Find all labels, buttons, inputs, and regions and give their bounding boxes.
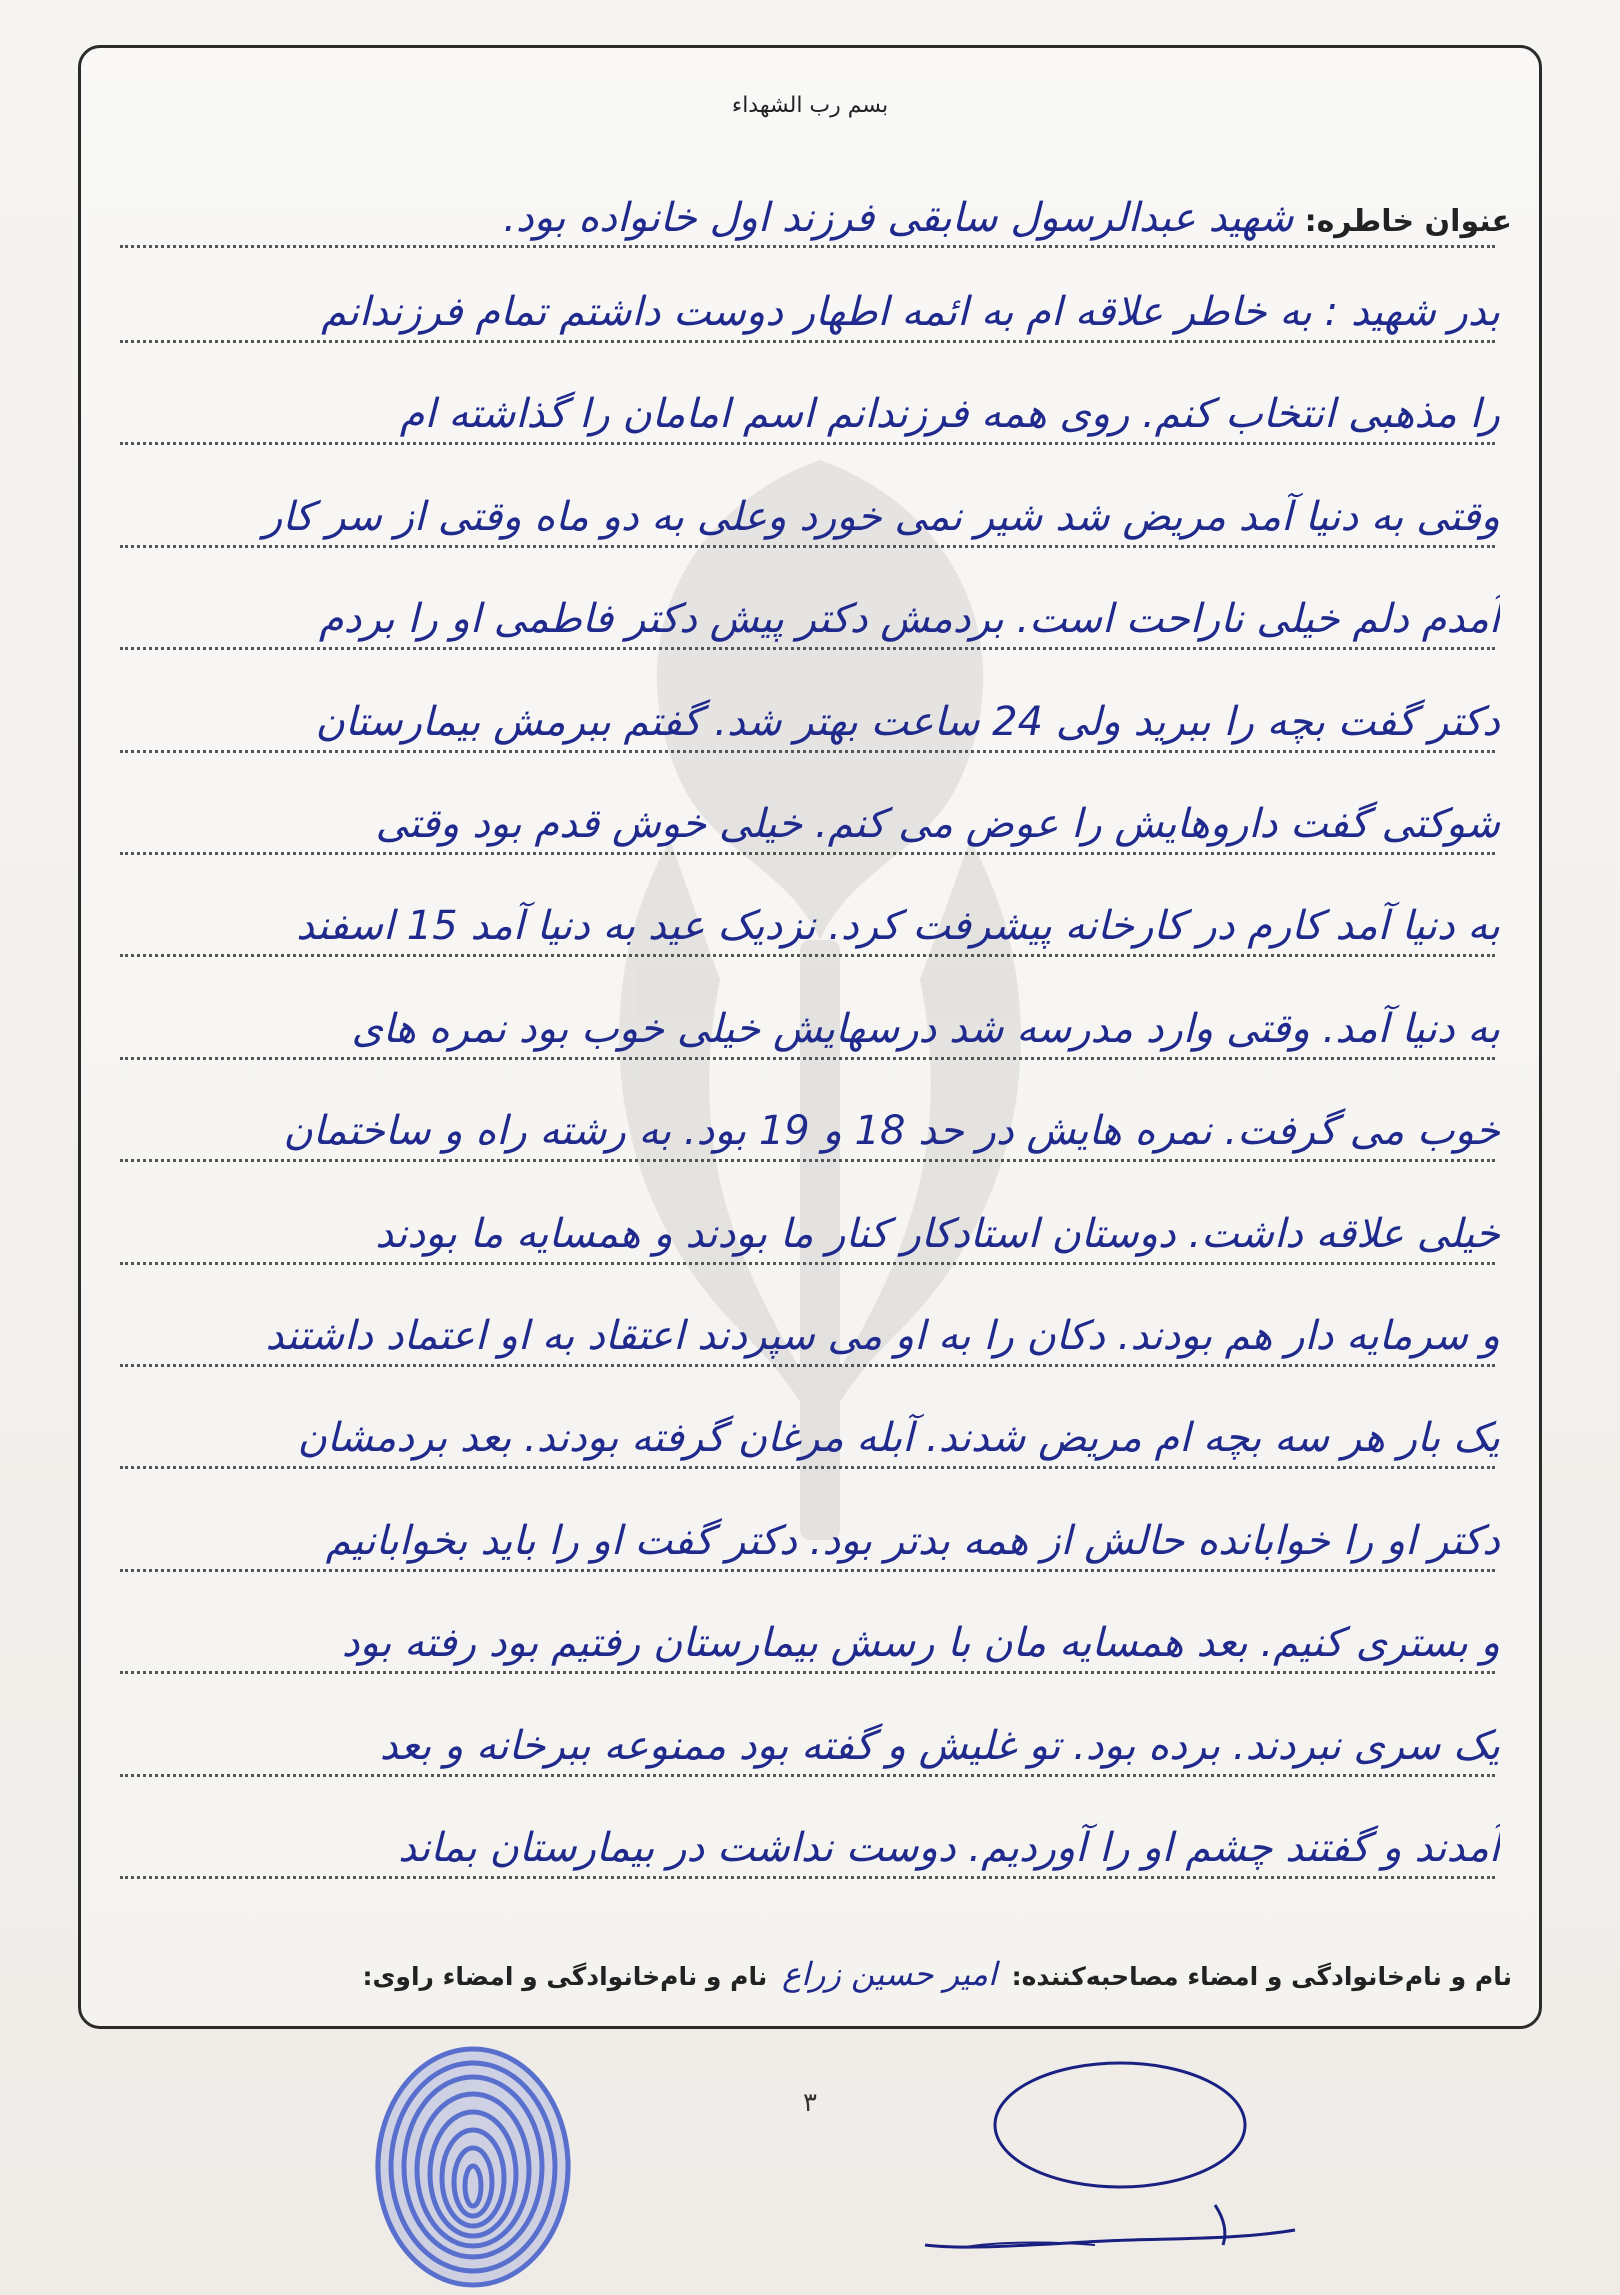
handwritten-line: وقتی به دنیا آمد مریض شد شیر نمی خورد وعلی به دو ماه وقتی از سر کار <box>263 493 1500 540</box>
handwritten-line: یک سری نبردند. برده بود. تو غلیش و گفته بود ممنوعه ببرخانه و بعد <box>379 1722 1500 1769</box>
signature-footer <box>92 1955 1512 1993</box>
page-number: ٣ <box>803 2088 817 2118</box>
ruled-line <box>120 245 1495 248</box>
ruled-line <box>120 1569 1495 1572</box>
ruled-line <box>120 954 1495 957</box>
handwritten-line: را مذهبی انتخاب کنم. روی همه فرزندانم اسم امامان را گذاشته ام <box>399 391 1500 438</box>
ruled-line <box>120 1262 1495 1265</box>
handwritten-line: به دنیا آمد. وقتی وارد مدرسه شد درسهایش خیلی خوب بود نمره های <box>351 1005 1500 1052</box>
handwritten-line: خوب می گرفت. نمره هایش در حد 18 و 19 بود. به رشته راه و ساختمان <box>283 1108 1500 1155</box>
handwritten-line: و بستری کنیم. بعد همسایه مان با رسش بیمارستان رفتیم بود رفته بود <box>341 1620 1500 1667</box>
handwritten-line: بدر شهید : به خاطر علاقه ام به ائمه اطهار دوست داشتم تمام فرزندانم <box>321 289 1500 335</box>
ruled-line <box>120 1466 1495 1469</box>
ruled-line <box>120 1057 1495 1060</box>
ruled-line <box>120 545 1495 548</box>
memory-title-value: شهید عبدالرسول سابقی فرزند اول خانواده بود. <box>503 195 1294 241</box>
handwritten-line: خیلی علاقه داشت. دوستان استادکار کنار ما بودند و همسایه ما بودند <box>375 1210 1500 1257</box>
handwritten-line: و سرمایه دار هم بودند. دکان را به او می سپردند اعتقاد به او اعتماد داشتند <box>265 1313 1500 1359</box>
ruled-line <box>120 442 1495 445</box>
handwritten-line: دکتر گفت بچه را ببرید ولی 24 ساعت بهتر شد. گفتم ببرمش بیمارستان <box>315 698 1500 745</box>
handwritten-signature <box>905 2055 1305 2275</box>
ruled-line <box>120 647 1495 650</box>
ruled-line <box>120 852 1495 855</box>
ruled-line <box>120 1774 1495 1777</box>
handwritten-line: یک بار هر سه بچه ام مریض شدند. آبله مرغان گرفته بودند. بعد بردمشان <box>297 1415 1500 1462</box>
fingerprint-stamp <box>368 2042 578 2292</box>
ruled-line <box>120 750 1495 753</box>
ruled-line <box>120 1876 1495 1879</box>
handwritten-line: شوکتی گفت داروهایش را عوض می کنم. خیلی خوش قدم بود وقتی <box>375 801 1500 847</box>
handwritten-line: آمدم دلم خیلی ناراحت است. بردمش دکتر پیش دکتر فاطمی او را بردم <box>318 596 1500 643</box>
handwritten-line: آمدند و گفتند چشم او را آوردیم. دوست نداشت در بیمارستان بماند <box>398 1825 1500 1871</box>
memory-title-label: عنوان خاطره: <box>1304 204 1512 239</box>
interviewer-label: نام و نام‌خانوادگی و امضاء مصاحبه‌کننده: <box>1011 1962 1512 1991</box>
ruled-line <box>120 1671 1495 1674</box>
narrator-label: نام و نام‌خانوادگی و امضاء راوی: <box>362 1962 768 1991</box>
interviewer-name: امیر حسین زراع <box>781 1955 997 1993</box>
handwritten-line: دکتر او را خوابانده حالش از همه بدتر بود. دکتر گفت او را باید بخوابانیم <box>325 1517 1500 1564</box>
ruled-line <box>120 1159 1495 1162</box>
ruled-line <box>120 340 1495 343</box>
handwritten-line: به دنیا آمد کارم در کارخانه پیشرفت کرد. نزدیک عید به دنیا آمد 15 اسفند <box>296 903 1500 950</box>
document-header: بسم رب الشهداء <box>731 93 889 118</box>
ruled-line <box>120 1364 1495 1367</box>
